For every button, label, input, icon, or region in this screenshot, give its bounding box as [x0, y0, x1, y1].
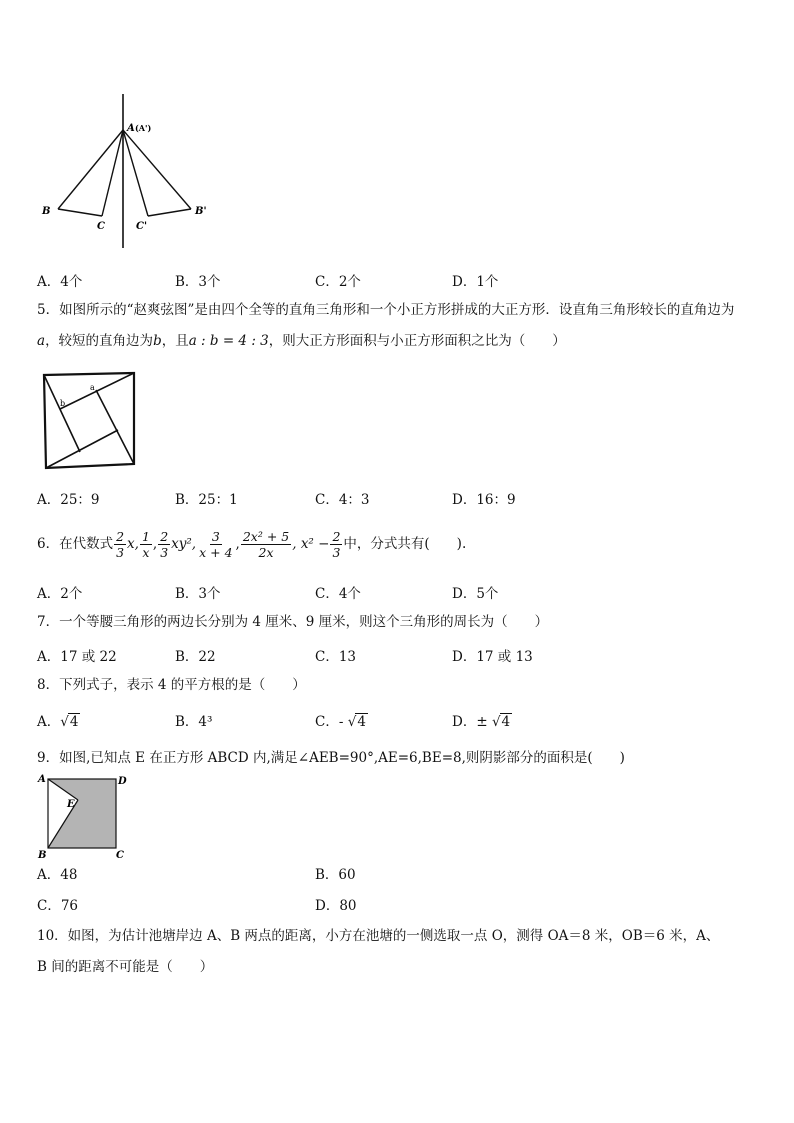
q6-fraction-3: $\frac{2}{3}$ [160, 529, 169, 560]
q5-ratio: a : b = 4 : 3 [188, 333, 269, 349]
q9-label-C: C [116, 850, 124, 861]
q4-label-A: A [127, 123, 135, 134]
q10-text-line2: B 间的距离不可能是（ ） [37, 959, 214, 975]
q4-label-C-prime: C' [136, 221, 148, 232]
q6-term-3: xy², [171, 536, 197, 552]
q6-prefix: 6．在代数式 [37, 536, 114, 552]
q5-option-b[interactable]: B．25：1 [175, 492, 238, 508]
q9-option-c[interactable]: C．76 [37, 898, 79, 914]
q5-label-a: a [90, 383, 95, 392]
q6-term-5: , x² − [292, 536, 330, 552]
q4-segment-AC-prime [123, 130, 148, 216]
q6-suffix: 中，分式共有( ). [343, 536, 467, 552]
sqrt-icon: √ [347, 714, 357, 730]
q8-option-b[interactable]: B．4³ [175, 714, 213, 730]
q5-text-mid: ，较短的直角边为 [45, 333, 154, 349]
q4-label-B: B [42, 206, 51, 217]
q4-option-d[interactable]: D．1个 [452, 274, 499, 290]
q9-option-b[interactable]: B．60 [315, 867, 356, 883]
q8-option-d[interactable]: D．± √4 [452, 714, 511, 730]
q9-option-d[interactable]: D．80 [315, 898, 357, 914]
q9-label-D: D [118, 776, 127, 787]
q6-term-2: , [152, 536, 158, 552]
q10-text-line1: 10．如图，为估计池塘岸边 A、B 两点的距离，小方在池塘的一侧选取一点 O，测得 OA＝8 米，OB＝6 米，A、 [37, 928, 720, 944]
q9-label-B: B [38, 850, 47, 861]
q4-segment-B-prime-C-prime [148, 209, 191, 216]
q6-fraction-2: $\frac{1}{x}$ [141, 529, 150, 560]
q4-label-C: C [97, 221, 105, 232]
q5-line-4 [46, 430, 118, 468]
q5-line-3 [96, 390, 134, 464]
q6-option-d[interactable]: D．5个 [452, 586, 499, 602]
q4-segment-AB-prime [123, 130, 191, 209]
q6-fraction-1: $\frac{2}{3}$ [116, 529, 125, 560]
sqrt-icon: √ [491, 714, 501, 730]
q5-text-line2 [37, 331, 566, 351]
q5-text-cond: ，且 [161, 333, 189, 349]
q7-option-c[interactable]: C．13 [315, 649, 357, 665]
sqrt-icon: √ [60, 714, 69, 730]
q8-option-a[interactable]: A．√4 [37, 714, 79, 730]
q4-label-A-prime: (A') [135, 123, 152, 133]
q6-fraction-5: $\frac{\text{2x² + 5}}{2x}$ [242, 529, 290, 560]
q5-var-b: b [153, 333, 162, 349]
q9-label-A: A [38, 774, 46, 785]
q4-option-a[interactable]: A．4个 [37, 274, 83, 290]
q5-outer-square [44, 373, 134, 468]
q5-option-a[interactable]: A．25：9 [37, 492, 100, 508]
q6-option-b[interactable]: B．3个 [175, 586, 221, 602]
q5-option-d[interactable]: D．16：9 [452, 492, 516, 508]
q8-text: 8．下列式子，表示 4 的平方根的是（ ） [37, 677, 306, 693]
q5-text-end: ，则大正方形面积与小正方形面积之比为（ ） [268, 333, 566, 349]
q4-segment-BC [58, 209, 102, 216]
q7-text: 7．一个等腰三角形的两边长分别为 4 厘米、9 厘米，则这个三角形的周长为（ ） [37, 614, 549, 630]
q7-option-b[interactable]: B．22 [175, 649, 216, 665]
q6-fraction-4: $\frac{3}{x + 4}$ [199, 529, 233, 560]
q4-option-b[interactable]: B．3个 [175, 274, 221, 290]
q6-option-a[interactable]: A．2个 [37, 586, 83, 602]
q9-figure [36, 770, 136, 862]
q6-term-4: , [235, 536, 240, 552]
q4-option-c[interactable]: C．2个 [315, 274, 361, 290]
q9-option-a[interactable]: A．48 [37, 867, 78, 883]
q6-option-c[interactable]: C．4个 [315, 586, 361, 602]
q4-label-B-prime: B' [195, 206, 207, 217]
q5-line-1 [44, 375, 80, 452]
q5-text-line1: 5．如图所示的“赵爽弦图”是由四个全等的直角三角形和一个小正方形拼成的大正方形．设直角三角形较长的直角边为 [37, 302, 735, 318]
q6-fraction-6: $\frac{2}{3}$ [332, 529, 341, 560]
q9-label-E: E [67, 799, 75, 810]
q7-option-d[interactable]: D．17 或 13 [452, 649, 533, 665]
q5-figure [38, 366, 142, 474]
q5-label-b: b [60, 399, 66, 408]
q6-term-1: x, [127, 536, 139, 552]
q6-text [37, 524, 466, 564]
q4-figure [38, 90, 228, 252]
q9-shaded-region [48, 779, 116, 848]
q5-inner-tilted-square [44, 373, 134, 468]
q8-option-c[interactable]: C．- √4 [315, 714, 366, 730]
q5-option-c[interactable]: C．4：3 [315, 492, 370, 508]
q5-var-a: a [37, 333, 46, 349]
q9-text: 9．如图,已知点 E 在正方形 ABCD 内,满足∠AEB=90°,AE=6,BE=8,则阴影部分的面积是( ) [37, 750, 625, 766]
q7-option-a[interactable]: A．17 或 22 [37, 649, 117, 665]
